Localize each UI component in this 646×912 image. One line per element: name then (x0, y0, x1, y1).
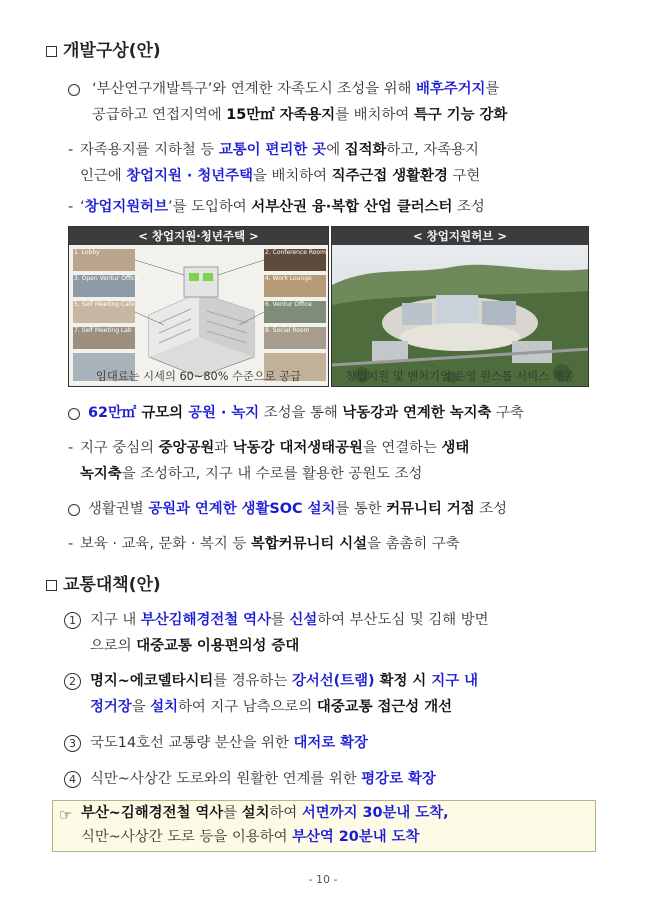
label-self-meeting-cafe: 5. Self Meeting Café (74, 301, 135, 308)
pointing-hand-icon: ☞ (59, 806, 73, 824)
label-open-office: 3. Open Ventur Office (74, 275, 139, 282)
label-self-meeting-lab: 7. Self Meeting Lab (74, 327, 132, 334)
dash-bullet: - (68, 536, 74, 552)
label-work-lounge: 4. Work Lounge (265, 275, 312, 282)
section-title-transport: 교통대책(안) (46, 570, 161, 595)
paragraph-2-line-2: 인근에 창업지원 · 청년주택을 배치하여 직주근접 생활환경 구현 (80, 168, 481, 184)
transport-item-4: 식만~사상간 도로와의 원활한 연계를 위한 평강로 확장 (90, 771, 436, 787)
section-title-development: 개발구상(안) (46, 36, 161, 61)
transport-item-1-line-2: 으로의 대중교통 이용편의성 증대 (90, 638, 300, 654)
dash-bullet: - (68, 440, 74, 456)
transport-item-2-line-2: 정거장을 설치하여 지구 남측으로의 대중교통 접근성 개선 (90, 699, 452, 715)
circled-number-3: 3 (64, 735, 81, 752)
paragraph-1-line-1: ‘부산연구개발특구’와 연계한 자족도시 조성을 위해 배후주거지를 (92, 81, 500, 97)
paragraph-5-line-1: 지구 중심의 중앙공원과 낙동강 대저생태공원을 연결하는 생태 (80, 440, 470, 456)
page-number: - 10 - (308, 873, 338, 886)
image-header: < 창업지원·청년주택 > (69, 227, 328, 245)
building-collage-illustration (69, 245, 329, 387)
startup-hub-aerial-render (332, 245, 589, 387)
paragraph-7: 보육 · 교육, 문화 · 복지 등 복합커뮤니티 시설을 촘촘히 구축 (80, 536, 460, 552)
dash-bullet: - (68, 199, 74, 215)
callout-line-1: 부산~김해경전철 역사를 설치하여 서면까지 30분내 도착, (81, 805, 449, 821)
callout-line-2: 식만~사상간 도로 등을 이용하여 부산역 20분내 도착 (81, 829, 420, 845)
circled-number-1: 1 (64, 612, 81, 629)
summary-callout-box (52, 800, 596, 852)
paragraph-1-line-2: 공급하고 연접지역에 15만㎡ 자족용지를 배치하여 특구 기능 강화 (92, 107, 508, 123)
transport-item-3: 국도14호선 교통량 분산을 위한 대저로 확장 (90, 735, 368, 751)
label-ventur-office: 6. Ventur Office (265, 301, 312, 308)
paragraph-2-line-1: 자족용지를 지하철 등 교통이 편리한 곳에 집적화하고, 자족용지 (80, 142, 479, 158)
circle-bullet-icon (68, 84, 80, 96)
square-bullet-icon (46, 580, 57, 591)
circle-bullet-icon (68, 408, 80, 420)
image-startup-hub (331, 226, 589, 387)
paragraph-3: ‘창업지원허브’를 도입하여 서부산권 융·복합 산업 클러스터 조성 (80, 199, 485, 215)
circled-number-2: 2 (64, 673, 81, 690)
image-header: < 창업지원허브 > (332, 227, 588, 245)
circle-bullet-icon (68, 504, 80, 516)
transport-item-2-line-1: 명지~에코델타시티를 경유하는 강서선(트램) 확정 시 지구 내 (90, 673, 479, 689)
square-bullet-icon (46, 46, 57, 57)
label-conference-room: 2. Conference Room (265, 249, 326, 256)
paragraph-4: 62만㎡ 규모의 공원 · 녹지 조성을 통해 낙동강과 연계한 녹지축 구축 (88, 405, 524, 421)
transport-item-1-line-1: 지구 내 부산김해경전철 역사를 신설하여 부산도심 및 김해 방면 (90, 612, 489, 628)
circled-number-4: 4 (64, 771, 81, 788)
label-social-room: 8. Social Room (265, 327, 310, 334)
image-caption-right: 창업지원 및 벤처기업 운영 원스톱 서비스 제공 (345, 370, 575, 383)
paragraph-5-line-2: 녹지축을 조성하고, 지구 내 수로를 활용한 공원도 조성 (80, 466, 423, 482)
label-lobby: 1. Lobby (74, 249, 100, 256)
image-caption-left: 임대료는 시세의 60~80% 수준으로 공급 (95, 370, 302, 383)
dash-bullet: - (68, 142, 74, 158)
image-startup-youth-housing (68, 226, 329, 387)
paragraph-6: 생활권별 공원과 연계한 생활SOC 설치를 통한 커뮤니티 거점 조성 (88, 501, 508, 517)
